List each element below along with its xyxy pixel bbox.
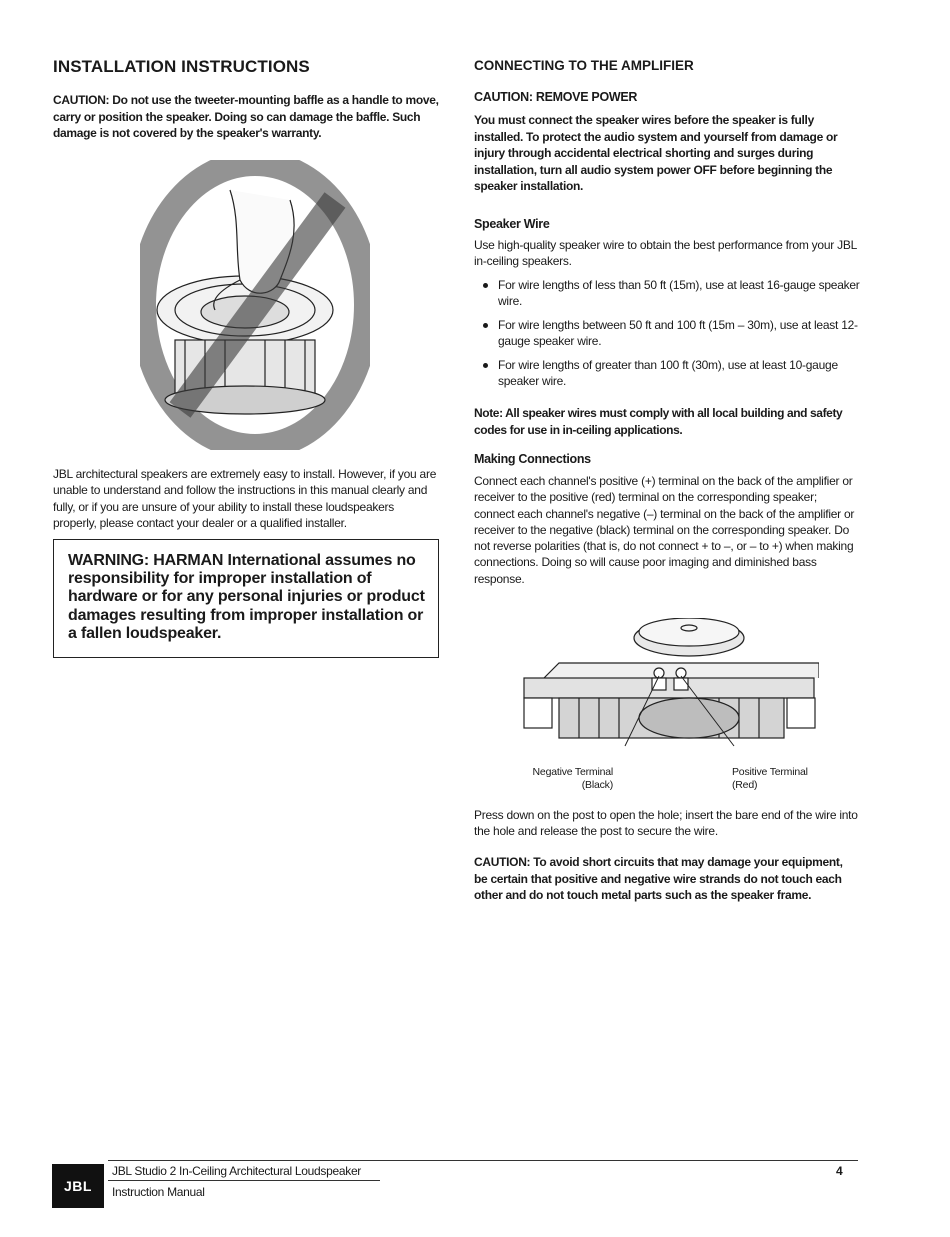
section-title: CONNECTING TO THE AMPLIFIER (474, 58, 694, 73)
press-post-text: Press down on the post to open the hole; insert the bare end of the wire into the hole and release the post to secure the wire. (474, 808, 858, 839)
bullet-icon (483, 283, 488, 288)
baffle-caution: CAUTION: Do not use the tweeter-mounting baffle as a handle to move, carry or position the speaker. Doing so can damage the baffle. Such damage is not covered by the speaker's warranty. (53, 93, 439, 140)
remove-power-heading: CAUTION: REMOVE POWER (474, 90, 638, 104)
footer-subtitle: Instruction Manual (112, 1185, 205, 1199)
do-not-carry-illustration (140, 160, 370, 450)
warning-box (53, 539, 439, 658)
jbl-logo: JBL (52, 1164, 104, 1208)
making-connections-text: Connect each channel's positive (+) terminal on the back of the amplifier or receiver to the positive (red) terminal on the corresponding speaker; connect each channel's negative (–) terminal on the back of the amplifier or receiver to the negative (black) terminal on the corresponding speaker. Do not reverse polarities (that is, do not connect + to –, or – to +) when making connections. Doing so will cause poor imaging and diminished bass response. (474, 474, 855, 586)
making-connections-heading: Making Connections (474, 452, 591, 466)
short-circuit-caution: CAUTION: To avoid short circuits that may damage your equipment, be certain that positive and negative wire strands do not touch each other and do not touch metal parts such as the speaker frame. (474, 855, 843, 902)
bullet-icon (483, 363, 488, 368)
remove-power-text: You must connect the speaker wires before the speaker is fully installed. To protect the audio system and yourself from damage or injury through accidental electrical shorting and surges during installation, turn all audio system power OFF before beginning the speaker installation. (474, 113, 838, 193)
footer-underline (108, 1180, 380, 1181)
list-item: For wire lengths between 50 ft and 100 ft (15m – 30m), use at least 12-gauge speaker wire. (474, 317, 864, 349)
list-item: For wire lengths of less than 50 ft (15m), use at least 16-gauge speaker wire. (474, 277, 864, 309)
page-title: INSTALLATION INSTRUCTIONS (53, 57, 310, 76)
wire-note: Note: All speaker wires must comply with all local building and safety codes for use in in-ceiling applications. (474, 406, 843, 437)
footer-title: JBL Studio 2 In-Ceiling Architectural Loudspeaker (112, 1164, 362, 1178)
negative-terminal-label: Negative Terminal (Black) (532, 766, 613, 791)
list-item: For wire lengths of greater than 100 ft (30m), use at least 10-gauge speaker wire. (474, 357, 864, 389)
page-number: 4 (836, 1164, 843, 1178)
wire-gauge-list (474, 277, 864, 397)
speaker-terminal-diagram (519, 618, 819, 748)
intro-paragraph: JBL architectural speakers are extremely easy to install. However, if you are unable to understand and follow the instructions in this manual clearly and fully, or if you are unsure of your ability to install these loudspeakers properly, please contact your dealer or a qualified installer. (53, 467, 437, 530)
bullet-icon (483, 323, 488, 328)
footer-rule (108, 1160, 858, 1161)
speaker-wire-intro: Use high-quality speaker wire to obtain the best performance from your JBL in-ceiling speakers. (474, 238, 857, 269)
warning-text: WARNING: HARMAN International assumes no responsibility for improper installation of hardware or for any personal injuries or product damages resulting from improper installation or a fallen loudspeaker. (68, 552, 425, 642)
positive-terminal-label: Positive Terminal (Red) (732, 766, 808, 791)
speaker-wire-heading: Speaker Wire (474, 217, 550, 231)
